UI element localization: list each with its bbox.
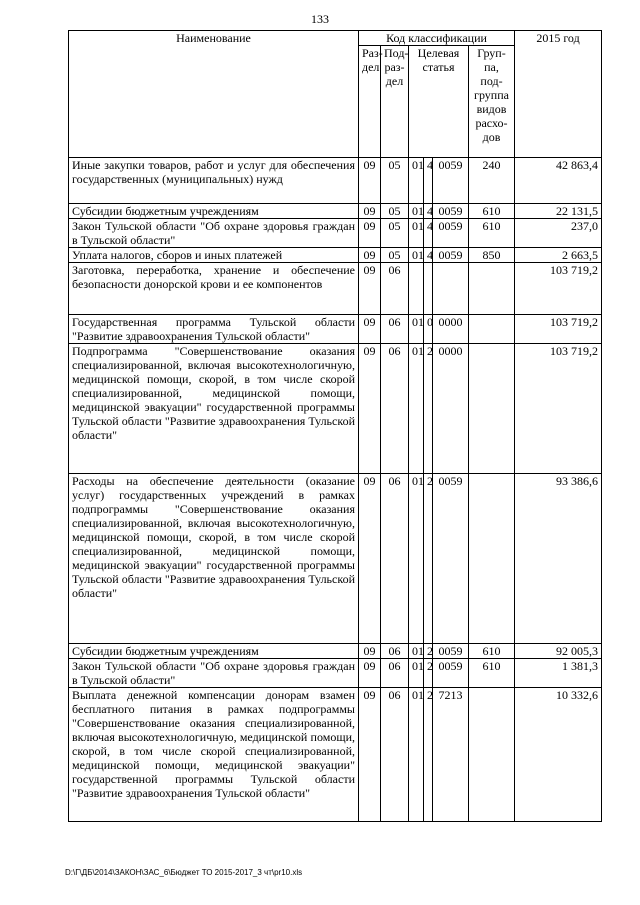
row-name: Субсидии бюджетным учреждениям xyxy=(69,204,359,219)
row-section: 09 xyxy=(359,644,381,659)
row-name: Выплата денежной компенсации донорам взамен бесплатного питания в рамках подпрограммы "Совершенствование оказания специализированной, включая высокотехнологичную, медицинской помощи, скорой, в том числе скорой специализированной, медицинской помощи, медицинской эвакуации" государственной программы Тульской области "Развитие здравоохранения Тульской области" xyxy=(69,688,359,822)
row-target-direction: 0059 xyxy=(433,659,469,688)
row-expense-group: 610 xyxy=(469,204,515,219)
header-section: Раз-дел xyxy=(359,46,381,158)
row-amount: 237,0 xyxy=(515,219,602,248)
header-name: Наименование xyxy=(69,31,359,158)
row-subsection: 06 xyxy=(381,688,409,822)
row-target-program: 01 xyxy=(409,315,424,344)
row-section: 09 xyxy=(359,659,381,688)
row-name: Закон Тульской области "Об охране здоровья граждан в Тульской области" xyxy=(69,219,359,248)
row-name: Иные закупки товаров, работ и услуг для обеспечения государственных (муниципальных) нужд xyxy=(69,158,359,204)
row-target-program: 01 xyxy=(409,158,424,204)
row-section: 09 xyxy=(359,248,381,263)
row-section: 09 xyxy=(359,688,381,822)
row-target-subprogram: 2 xyxy=(424,474,433,644)
row-target-direction: 0059 xyxy=(433,219,469,248)
row-expense-group: 610 xyxy=(469,219,515,248)
table-row xyxy=(69,204,602,219)
header-group: Груп-па, под-группа видов расхо-дов xyxy=(469,46,515,158)
row-amount: 22 131,5 xyxy=(515,204,602,219)
row-subsection: 06 xyxy=(381,644,409,659)
row-name: Государственная программа Тульской области "Развитие здравоохранения Тульской области" xyxy=(69,315,359,344)
page-number: 133 xyxy=(311,12,329,26)
row-section: 09 xyxy=(359,344,381,474)
row-subsection: 06 xyxy=(381,474,409,644)
row-amount: 103 719,2 xyxy=(515,263,602,315)
row-target-subprogram: 4 xyxy=(424,248,433,263)
row-target-direction: 0000 xyxy=(433,344,469,474)
row-target-direction: 0059 xyxy=(433,248,469,263)
table-row xyxy=(69,644,602,659)
row-target-subprogram: 0 xyxy=(424,315,433,344)
row-subsection: 05 xyxy=(381,158,409,204)
row-subsection: 06 xyxy=(381,263,409,315)
row-target-program: 01 xyxy=(409,688,424,822)
row-amount: 103 719,2 xyxy=(515,315,602,344)
row-section: 09 xyxy=(359,158,381,204)
row-section: 09 xyxy=(359,204,381,219)
row-subsection: 06 xyxy=(381,315,409,344)
row-target-program: 01 xyxy=(409,474,424,644)
row-target-subprogram: 2 xyxy=(424,344,433,474)
row-amount: 42 863,4 xyxy=(515,158,602,204)
row-amount: 92 005,3 xyxy=(515,644,602,659)
row-expense-group xyxy=(469,315,515,344)
row-section: 09 xyxy=(359,263,381,315)
header-code-group: Код классификации xyxy=(359,31,515,46)
row-expense-group: 240 xyxy=(469,158,515,204)
row-expense-group xyxy=(469,688,515,822)
header-subsection: Под-раз-дел xyxy=(381,46,409,158)
row-target-program: 01 xyxy=(409,659,424,688)
row-amount: 2 663,5 xyxy=(515,248,602,263)
row-subsection: 05 xyxy=(381,248,409,263)
row-amount: 103 719,2 xyxy=(515,344,602,474)
table-row xyxy=(69,158,602,204)
row-amount: 93 386,6 xyxy=(515,474,602,644)
row-name: Закон Тульской области "Об охране здоровья граждан в Тульской области" xyxy=(69,659,359,688)
row-expense-group xyxy=(469,344,515,474)
row-target-direction: 7213 xyxy=(433,688,469,822)
table-row xyxy=(69,344,602,474)
table-row xyxy=(69,315,602,344)
row-target-subprogram: 4 xyxy=(424,158,433,204)
table-row xyxy=(69,263,602,315)
row-target-direction: 0059 xyxy=(433,644,469,659)
row-target-program xyxy=(409,263,424,315)
row-target-program: 01 xyxy=(409,248,424,263)
row-target-program: 01 xyxy=(409,219,424,248)
row-subsection: 05 xyxy=(381,219,409,248)
table-row xyxy=(69,248,602,263)
row-target-subprogram: 2 xyxy=(424,644,433,659)
row-target-program: 01 xyxy=(409,644,424,659)
row-subsection: 06 xyxy=(381,344,409,474)
row-expense-group: 610 xyxy=(469,644,515,659)
row-expense-group: 610 xyxy=(469,659,515,688)
table-row xyxy=(69,474,602,644)
row-name: Заготовка, переработка, хранение и обеспечение безопасности донорской крови и ее компонентов xyxy=(69,263,359,315)
header-target: Целевая статья xyxy=(409,46,469,158)
row-target-direction: 0059 xyxy=(433,474,469,644)
row-expense-group: 850 xyxy=(469,248,515,263)
row-section: 09 xyxy=(359,219,381,248)
file-path-footer: D:\Г\ДБ\2014\ЗАКОН\ЗАС_6\Бюджет ТО 2015-2017_3 чт\pr10.xls xyxy=(65,868,303,877)
row-subsection: 05 xyxy=(381,204,409,219)
row-expense-group xyxy=(469,263,515,315)
row-target-subprogram: 2 xyxy=(424,659,433,688)
row-target-direction: 0059 xyxy=(433,204,469,219)
row-target-program: 01 xyxy=(409,344,424,474)
budget-table xyxy=(68,30,602,822)
row-section: 09 xyxy=(359,474,381,644)
row-name: Подпрограмма "Совершенствование оказания специализированной, включая высокотехнологичную, медицинской помощи, скорой, в том числе скорой специализированной, медицинской помощи, медицинской эвакуации" государственной программы Тульской области "Развитие здравоохранения Тульской области" xyxy=(69,344,359,474)
row-amount: 1 381,3 xyxy=(515,659,602,688)
row-amount: 10 332,6 xyxy=(515,688,602,822)
table-row xyxy=(69,659,602,688)
table-row xyxy=(69,219,602,248)
row-name: Расходы на обеспечение деятельности (оказание услуг) государственных учреждений в рамках подпрограммы "Совершенствование оказания специализированной, включая высокотехнологичную, медицинской помощи, скорой, в том числе скорой специализированной, медицинской помощи, медицинской эвакуации" государственной программы Тульской области "Развитие здравоохранения Тульской области" xyxy=(69,474,359,644)
row-target-direction: 0000 xyxy=(433,315,469,344)
row-target-direction xyxy=(433,263,469,315)
header-year: 2015 год xyxy=(515,31,602,158)
row-target-subprogram: 4 xyxy=(424,204,433,219)
row-name: Уплата налогов, сборов и иных платежей xyxy=(69,248,359,263)
row-target-direction: 0059 xyxy=(433,158,469,204)
row-target-subprogram: 4 xyxy=(424,219,433,248)
row-target-program: 01 xyxy=(409,204,424,219)
table-row xyxy=(69,688,602,822)
row-target-subprogram: 2 xyxy=(424,688,433,822)
row-section: 09 xyxy=(359,315,381,344)
table-header-row xyxy=(69,31,602,46)
row-subsection: 06 xyxy=(381,659,409,688)
row-target-subprogram xyxy=(424,263,433,315)
row-name: Субсидии бюджетным учреждениям xyxy=(69,644,359,659)
row-expense-group xyxy=(469,474,515,644)
